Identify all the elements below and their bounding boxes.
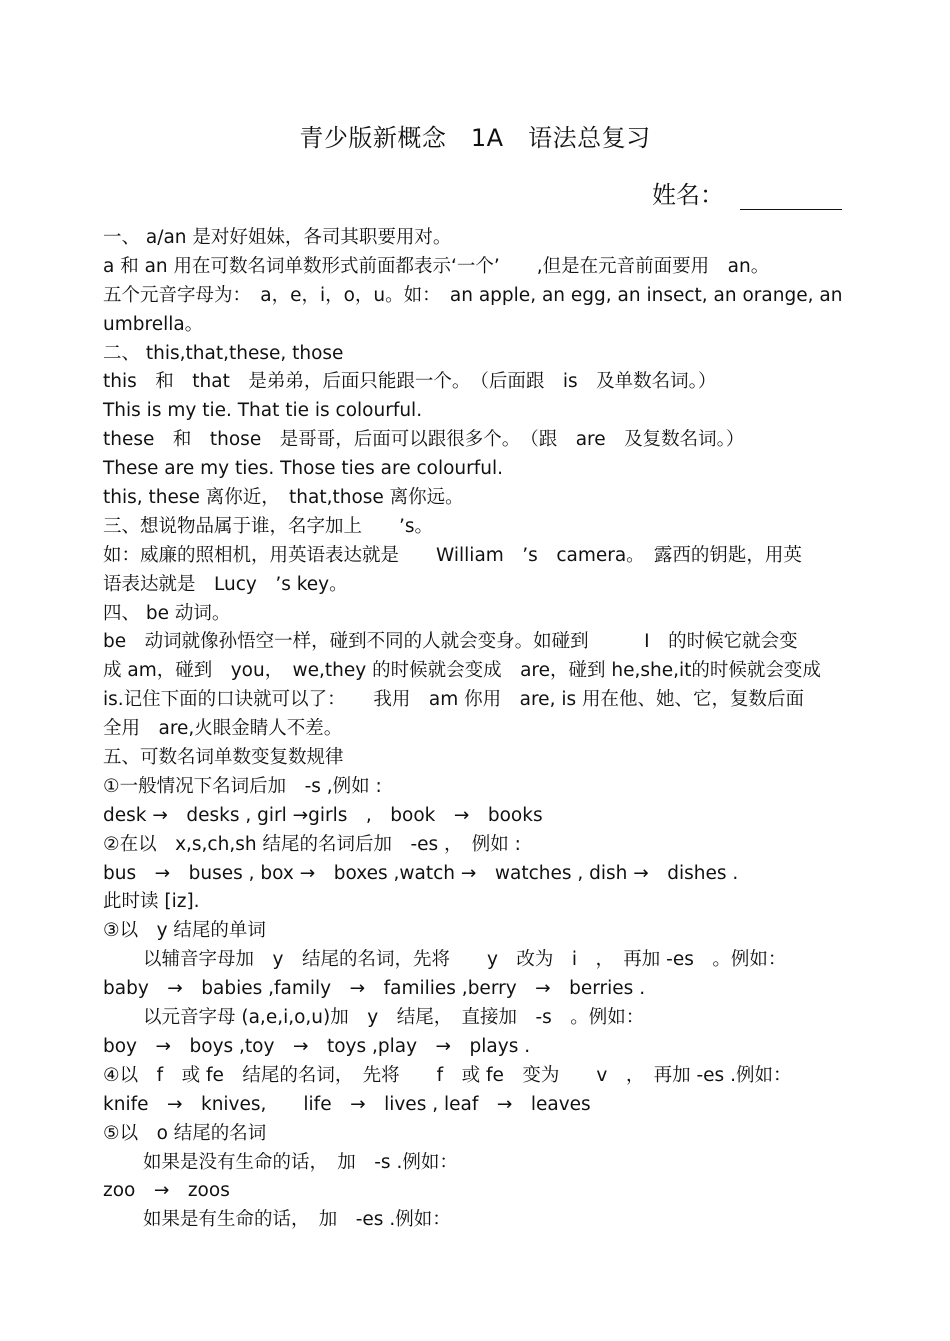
text-line: ⑤以 o 结尾的名词	[103, 1122, 267, 1144]
text-line: These are my ties. Those ties are colourful.	[103, 458, 504, 480]
text-line: 五个元音字母为： a，e，i，o，u。如： an apple, an egg, an insect, an orange, an	[103, 284, 843, 306]
name-label: 姓名：	[652, 181, 724, 209]
text-line: 以元音字母 (a,e,i,o,u)加 y 结尾， 直接加 -s 。例如：	[143, 1007, 645, 1029]
text-line: boy → boys ,toy → toys ,play → plays .	[103, 1035, 531, 1057]
text-line: 如果是没有生命的话， 加 -s .例如：	[143, 1151, 458, 1173]
text-line: 成 am，碰到 you， we,they 的时候就会变成 are，碰到 he,she,it的时候就会变成	[103, 660, 821, 682]
document-title: 青少版新概念 1A 语法总复习	[299, 124, 651, 152]
text-line: 三、想说物品属于谁，名字加上 ’s。	[103, 515, 434, 537]
text-line: be 动词就像孙悟空一样，碰到不同的人就会变身。如碰到 I 的时候它就会变	[103, 631, 798, 653]
text-line: desk → desks , girl →girls , book → books	[103, 804, 543, 826]
text-line: 全用 are,火眼金睛人不差。	[103, 718, 343, 740]
text-line: these 和 those 是哥哥，后面可以跟很多个。 （跟 are 及复数名词。）	[103, 429, 745, 451]
text-line: 一、 a/an 是对好姐妹，各司其职要用对。	[103, 227, 452, 248]
text-line: 二、 this,that,these, those	[103, 342, 344, 364]
text-line: 如：威廉的照相机，用英语表达就是 William ’s camera。 露西的钥匙，用英	[103, 544, 802, 566]
name-field	[652, 175, 842, 210]
text-line: 以辅音字母加 y 结尾的名词，先将 y 改为 i ， 再加 -es 。例如：	[143, 949, 787, 971]
text-line: ②在以 x,s,ch,sh 结尾的名词后加 -es ， 例如 :	[103, 833, 521, 855]
text-line: 五、可数名词单数变复数规律	[103, 747, 344, 769]
text-line: knife → knives, life → lives , leaf → leaves	[103, 1093, 591, 1115]
text-line: 此时读 [iz].	[103, 891, 200, 913]
text-line: 四、 be 动词。	[103, 602, 231, 624]
document-body	[103, 224, 853, 1235]
text-line: baby → babies ,family → families ,berry → berries .	[103, 978, 646, 1000]
text-line: ③以 y 结尾的单词	[103, 920, 266, 942]
text-line: is.记住下面的口诀就可以了： 我用 am 你用 are, is 用在他、她、它，复数后面	[103, 689, 804, 711]
text-line: ④以 f 或 fe 结尾的名词， 先将 f 或 fe 变为 v ， 再加 -es .例如：	[103, 1064, 792, 1086]
text-line: 如果是有生命的话， 加 -es .例如：	[143, 1209, 451, 1231]
text-line: a 和 an 用在可数名词单数形式前面都表示‘一个’ ,但是在元音前面要用 an。	[103, 255, 770, 277]
name-blank-line	[740, 181, 842, 210]
text-line: umbrella。	[103, 313, 204, 335]
text-line: this, these 离你近， that,those 离你远。	[103, 487, 464, 509]
text-line: ①一般情况下名词后加 -s ,例如 :	[103, 775, 382, 797]
text-line: 语表达就是 Lucy ’s key。	[103, 573, 348, 595]
text-line: This is my tie. That tie is colourful.	[103, 400, 423, 422]
text-line: this 和 that 是弟弟，后面只能跟一个。 （后面跟 is 及单数名词。）	[103, 371, 717, 393]
text-line: bus → buses , box → boxes ,watch → watches , dish → dishes .	[103, 862, 739, 884]
text-line: zoo → zoos	[103, 1180, 230, 1202]
